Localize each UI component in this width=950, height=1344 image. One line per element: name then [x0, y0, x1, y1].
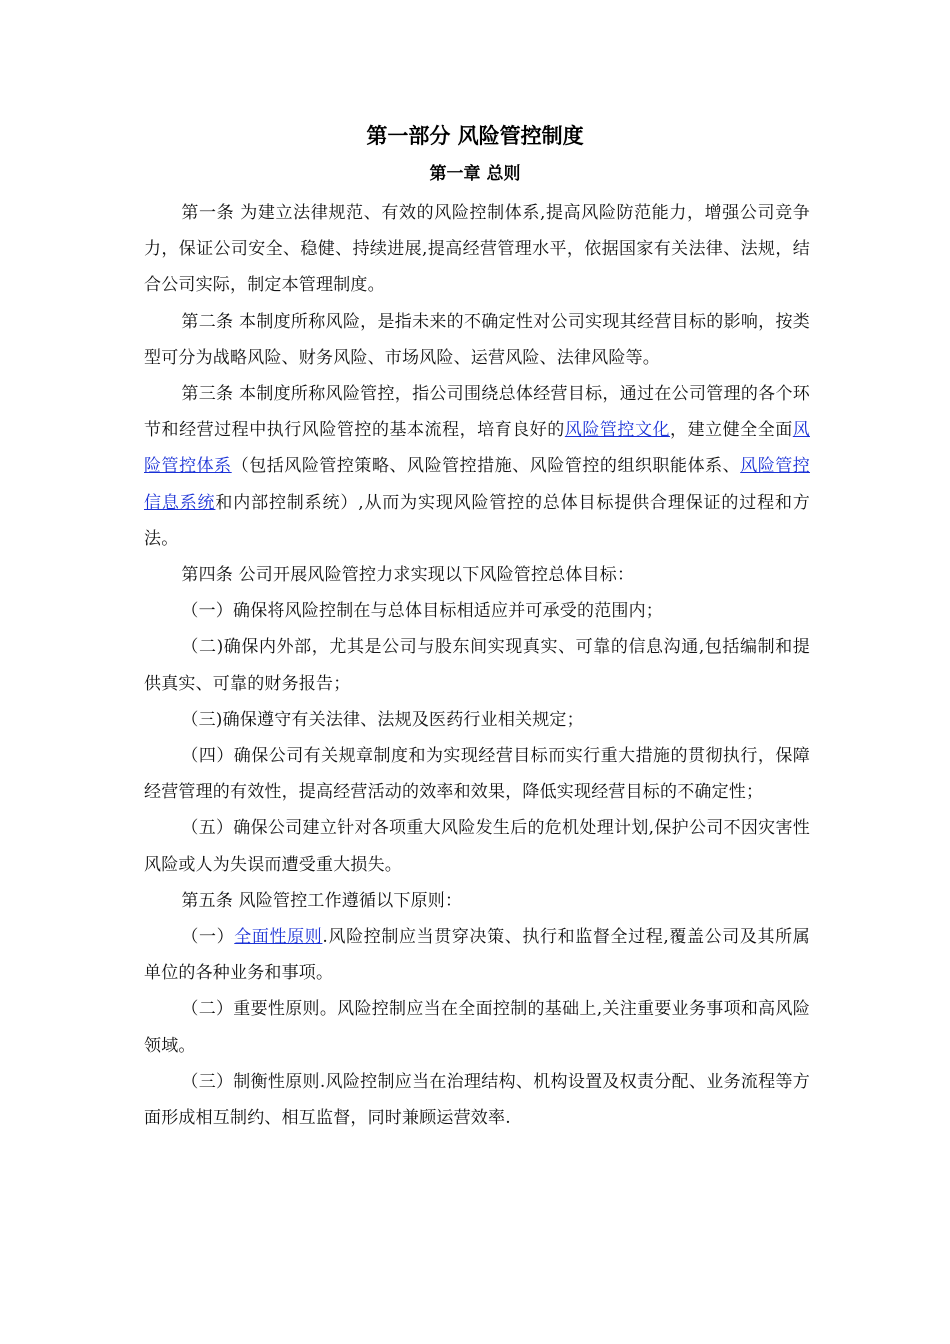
- paragraph: [144, 195, 810, 304]
- chapter-title: 第一章 总则: [429, 164, 521, 184]
- paragraph-text: 第一条 为建立法律规范、有效的风险控制体系,提高风险防范能力，增强公司竞争力，保证公司安全、稳健、持续进展,提高经营管理水平，依据国家有关法律、法规，结合公司实际，制定本管理制度。: [144, 203, 810, 296]
- paragraph: [144, 593, 810, 629]
- paragraph-text: 第五条 风险管控工作遵循以下原则：: [181, 890, 463, 911]
- paragraph-text: （包括风险管控策略、风险管控措施、风险管控的组织职能体系、: [231, 456, 741, 477]
- paragraph-text: 第四条 公司开展风险管控力求实现以下风险管控总体目标：: [181, 565, 635, 586]
- paragraph: [144, 1064, 810, 1136]
- paragraph-text: （一）确保将风险控制在与总体目标相适应并可承受的范围内；: [181, 601, 663, 622]
- paragraph: [144, 557, 810, 593]
- paragraph-text: 和内部控制系统）,从而为实现风险管控的总体目标提供合理保证的过程和方法。: [144, 492, 810, 549]
- paragraph: [144, 883, 810, 919]
- paragraph-text: ，建立健全全面: [670, 420, 793, 441]
- paragraph-text: （一）: [181, 927, 235, 948]
- hyperlink[interactable]: 风险管控体系: [144, 420, 810, 477]
- document-body: [144, 195, 810, 1136]
- paragraph: [144, 629, 810, 701]
- paragraph-text: （三)确保遵守有关法律、法规及医药行业相关规定；: [181, 709, 584, 730]
- hyperlink[interactable]: 风险管控信息系统: [144, 456, 810, 513]
- paragraph-text: 第二条 本制度所称风险，是指未来的不确定性对公司实现其经营目标的影响，按类型可分为战略风险、财务风险、市场风险、运营风险、法律风险等。: [144, 311, 810, 368]
- paragraph: [144, 376, 810, 557]
- paragraph-text: （五）确保公司建立针对各项重大风险发生后的危机处理计划,保护公司不因灾害性风险或人为失误而遭受重大损失。: [144, 818, 810, 875]
- paragraph-text: （二)确保内外部，尤其是公司与股东间实现真实、可靠的信息沟通,包括编制和提供真实、可靠的财务报告；: [144, 637, 810, 694]
- hyperlink[interactable]: 风险管控文化: [564, 420, 671, 441]
- paragraph: [144, 810, 810, 882]
- paragraph: [144, 991, 810, 1063]
- paragraph-text: （二）重要性原则。风险控制应当在全面控制的基础上,关注重要业务事项和高风险领域。: [144, 999, 810, 1056]
- part-title: 第一部分 风险管控制度: [366, 124, 584, 148]
- paragraph: [144, 304, 810, 376]
- paragraph: [144, 702, 810, 738]
- paragraph: [144, 738, 810, 810]
- paragraph-text: （三）制衡性原则.风险控制应当在治理结构、机构设置及权责分配、业务流程等方面形成相互制约、相互监督，同时兼顾运营效率.: [144, 1071, 810, 1129]
- hyperlink[interactable]: 全面性原则: [234, 927, 323, 948]
- paragraph-text: 第三条 本制度所称风险管控，指公司围绕总体经营目标，通过在公司管理的各个环节和经营过程中执行风险管控的基本流程，培育良好的: [144, 384, 810, 441]
- paragraph-text: （四）确保公司有关规章制度和为实现经营目标而实行重大措施的贯彻执行，保障经营管理的有效性，提高经营活动的效率和效果，降低实现经营目标的不确定性；: [144, 746, 810, 803]
- paragraph: [144, 919, 810, 991]
- paragraph-text: .风险控制应当贯穿决策、执行和监督全过程,覆盖公司及其所属单位的各种业务和事项。: [144, 927, 810, 984]
